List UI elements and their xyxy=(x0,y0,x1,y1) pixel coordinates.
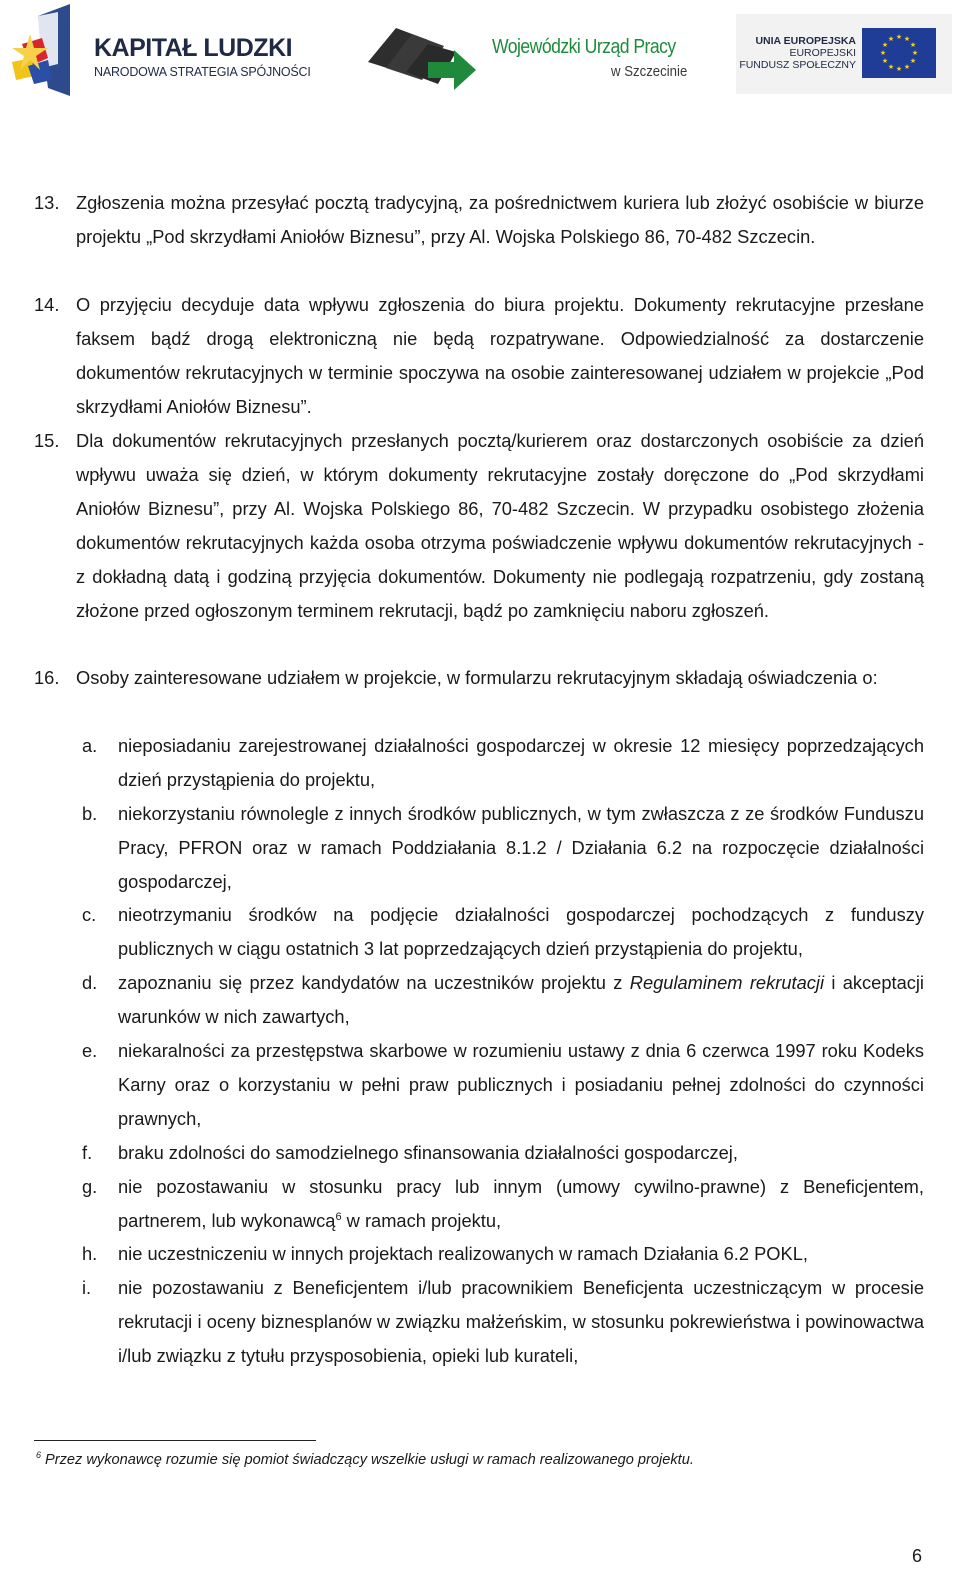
page-header xyxy=(0,0,960,110)
list-item-text: zapoznaniu się przez kandydatów na uczestników projektu z xyxy=(118,972,630,993)
paragraph-13 xyxy=(34,186,924,254)
footnote-separator xyxy=(34,1440,316,1441)
list-item-letter: e. xyxy=(82,1040,98,1061)
list-item-letter: f. xyxy=(82,1142,93,1163)
paragraph-16 xyxy=(34,661,924,695)
list-item-letter: b. xyxy=(82,803,98,824)
list-item-text: nieposiadaniu zarejestrowanej działalności gospodarczej w okresie 12 miesięcy poprzedzających dzień przystąpienia do projektu, xyxy=(118,735,924,790)
list-item-text: niekaralności za przestępstwa skarbowe w rozumieniu ustawy z dnia 6 czerwca 1997 roku Kodeks Karny oraz o korzystaniu w pełni praw publicznych i posiadaniu pełnej zdolności do czynności prawnych, xyxy=(118,1040,924,1129)
svg-text:★: ★ xyxy=(881,57,889,65)
paragraph-number: 15. xyxy=(34,430,60,451)
kapital-ludzki-subtitle: NARODOWA STRATEGIA SPÓJNOŚCI xyxy=(94,65,311,79)
wup-szczecin-logo xyxy=(366,22,706,92)
wup-subtitle: w Szczecinie xyxy=(611,63,688,80)
footnote xyxy=(36,1452,694,1468)
svg-text:★: ★ xyxy=(903,35,911,43)
eu-line-3: FUNDUSZ SPOŁECZNY xyxy=(739,59,856,71)
list-item-b xyxy=(82,797,924,899)
list-item-letter: a. xyxy=(82,735,98,756)
svg-text:★: ★ xyxy=(881,41,889,49)
list-item-text: nieotrzymaniu środków na podjęcie działalności gospodarczej pochodzących z funduszy publicznych w ciągu ostatnich 3 lat poprzedzających dzień przystąpienia do projektu, xyxy=(118,904,924,959)
paragraph-text: O przyjęciu decyduje data wpływu zgłoszenia do biura projektu. Dokumenty rekrutacyjne przesłane faksem bądź drogą elektroniczną nie będą rozpatrywane. Odpowiedzialność za dostarczenie dokumentów rekrutacyjnych w terminie spoczywa na osobie zainteresowanej udziałem w projekcie „Pod skrzydłami Aniołów Biznesu”. xyxy=(76,294,924,417)
paragraph-14 xyxy=(34,288,924,424)
paragraph-number: 16. xyxy=(34,667,60,688)
list-item-letter: h. xyxy=(82,1243,98,1264)
eu-line-2: EUROPEJSKI xyxy=(789,47,856,59)
list-item-letter: g. xyxy=(82,1176,98,1197)
paragraph-text: Zgłoszenia można przesyłać pocztą tradycyjną, za pośrednictwem kuriera lub złożyć osobiście w biurze projektu „Pod skrzydłami Aniołów Biznesu”, przy Al. Wojska Polskiego 86, 70-482 Szczecin. xyxy=(76,192,924,247)
svg-text:★: ★ xyxy=(887,35,895,43)
list-item-g xyxy=(82,1170,924,1238)
list-item-text: nie pozostawaniu w stosunku pracy lub innym (umowy cywilno-prawne) z Beneficjentem, partnerem, lub wykonawcą xyxy=(118,1176,924,1231)
eu-flag-icon xyxy=(862,28,936,78)
eu-line-1: UNIA EUROPEJSKA xyxy=(755,35,856,47)
kapital-ludzki-emblem-icon xyxy=(8,4,88,100)
svg-text:★: ★ xyxy=(903,63,911,71)
svg-text:★: ★ xyxy=(879,49,887,57)
list-item-text: nie pozostawaniu z Beneficjentem i/lub pracownikiem Beneficjenta uczestniczącym w procesie rekrutacji i oceny biznesplanów w związku małżeńskim, w stosunku pokrewieństwa i powinowactwa i/lub związku z tytułu przysposobienia, opieki lub kurateli, xyxy=(118,1277,924,1366)
paragraph-text: Dla dokumentów rekrutacyjnych przesłanych pocztą/kurierem oraz dostarczonych osobiście za dzień wpływu uważa się dzień, w którym dokumenty rekrutacyjne zostały doręczone do „Pod skrzydłami Aniołów Biznesu”, przy Al. Wojska Polskiego 86, 70-482 Szczecin. W przypadku osobistego złożenia dokumentów rekrutacyjnych każda osoba otrzyma poświadczenie wpływu dokumentów rekrutacyjnych - z dokładną datą i godziną przyjęcia dokumentów. Dokumenty nie podlegają rozpatrzeniu, gdy zostaną złożone przed ogłoszonym terminem rekrutacji, bądź po zamknięciu naboru zgłoszeń. xyxy=(76,430,924,621)
svg-text:★: ★ xyxy=(895,65,903,73)
list-item-letter: d. xyxy=(82,972,98,993)
eu-social-fund-logo xyxy=(736,14,952,94)
svg-text:★: ★ xyxy=(909,57,917,65)
paragraph-number: 13. xyxy=(34,192,60,213)
paragraph-text: Osoby zainteresowane udziałem w projekcie, w formularzu rekrutacyjnym składają oświadczenia o: xyxy=(76,667,878,688)
list-item-a xyxy=(82,729,924,797)
footnote-text: Przez wykonawcę rozumie się pomiot świadczący wszelkie usługi w ramach realizowanego projektu. xyxy=(45,1452,694,1468)
wup-title: Wojewódzki Urząd Pracy xyxy=(492,36,676,58)
list-item-text-tail: w ramach projektu, xyxy=(341,1210,502,1231)
list-item-text: braku zdolności do samodzielnego sfinansowania działalności gospodarczej, xyxy=(118,1142,738,1163)
footnote-mark: 6 xyxy=(36,1450,42,1460)
svg-text:★: ★ xyxy=(911,49,919,57)
list-item-letter: c. xyxy=(82,904,97,925)
list-item-e xyxy=(82,1034,924,1136)
list-item-d xyxy=(82,966,924,1034)
footnote-reference: 6 xyxy=(335,1211,342,1223)
list-item-text: nie uczestniczeniu w innych projektach realizowanych w ramach Działania 6.2 POKL, xyxy=(118,1243,808,1264)
list-item-c xyxy=(82,898,924,966)
page-number: 6 xyxy=(912,1546,923,1566)
svg-text:★: ★ xyxy=(895,33,903,41)
kapital-ludzki-title: KAPITAŁ LUDZKI xyxy=(94,34,293,62)
wup-arrow-icon xyxy=(366,22,486,92)
list-item-i xyxy=(82,1271,924,1373)
svg-text:★: ★ xyxy=(909,41,917,49)
svg-text:★: ★ xyxy=(887,63,895,71)
list-item-h xyxy=(82,1237,924,1271)
paragraph-15 xyxy=(34,424,924,628)
kapital-ludzki-logo xyxy=(8,4,311,100)
list-item-letter: i. xyxy=(82,1277,92,1298)
paragraph-number: 14. xyxy=(34,294,60,315)
list-item-text: niekorzystaniu równolegle z innych środków publicznych, w tym zwłaszcza z ze środków Funduszu Pracy, PFRON oraz w ramach Poddziałania 8.1.2 / Działania 6.2 na rozpoczęcie działalności gospodarczej, xyxy=(118,803,924,892)
list-item-f xyxy=(82,1136,924,1170)
regulamin-rekrutacji-title: Regulaminem rekrutacji xyxy=(629,972,825,993)
list-item-text-tail: i akceptacji warunków w nich zawartych, xyxy=(118,972,924,1027)
